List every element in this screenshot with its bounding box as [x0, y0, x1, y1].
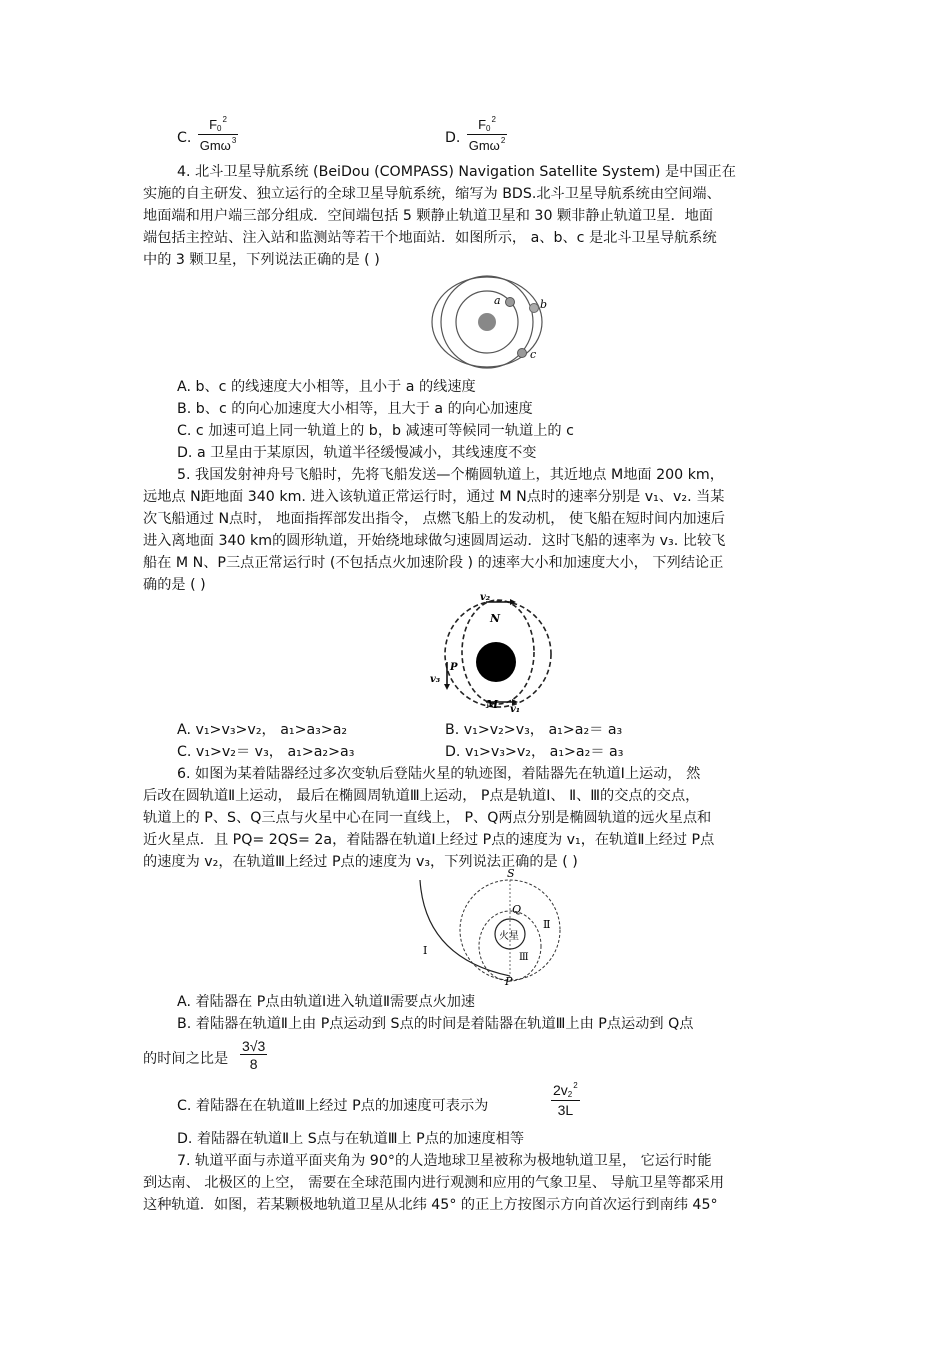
q6-option-b: B. 着陆器在轨道Ⅱ上由 P点运动到 S点的时间是着陆器在轨道Ⅲ上由 P点运动到 Q点: [177, 1016, 694, 1032]
q6-line-5: 的速度为 v₂，在轨道Ⅲ上经过 P点的速度为 v₃，下列说法正确的是 ( ): [143, 854, 578, 870]
q7-line-3: 这种轨道．如图，若某颗极地轨道卫星从北纬 45° 的正上方按图示方向首次运行到南纬 45°: [143, 1197, 718, 1213]
q4-line-1: 4. 北斗卫星导航系统 (BeiDou (COMPASS) Navigation Satellite System) 是中国正在: [177, 164, 736, 180]
q6-line-3: 轨道上的 P、S、Q三点与火星中心在同一直线上， P、Q两点分别是椭圆轨道的远火星点和: [143, 810, 712, 826]
q4-line-3: 地面端和用户端三部分组成．空间端包括 5 颗静止轨道卫星和 30 颗非静止轨道卫星．地面: [143, 208, 714, 224]
q5-line-1: 5. 我国发射神舟号飞船时，先将飞船发送—个椭圆轨道上，其近地点 M地面 200 km，: [177, 467, 724, 483]
label-Q: Q: [512, 903, 522, 916]
q5-option-b: B. v₁>v₂>v₃， a₁>a₂＝ a₃: [445, 722, 623, 738]
q4-option-d: D. a 卫星由于某原因，轨道半径缓慢减小，其线速度不变: [177, 445, 537, 461]
label-v3: v₃: [430, 674, 441, 685]
label-S: S: [507, 867, 515, 880]
label-v2: v₂: [480, 592, 491, 603]
satellite-c: [518, 349, 527, 358]
q6-line-2: 后改在圆轨道Ⅱ上运动， 最后在椭圆周轨道Ⅲ上运动， P点是轨道Ⅰ、 Ⅱ、Ⅲ的交点的交点，: [143, 788, 700, 804]
label-P: P: [450, 662, 458, 673]
q5-option-d: D. v₁>v₃>v₂， a₁>a₂＝ a₃: [445, 744, 624, 760]
q6-option-b-fraction: $\frac{3√3}{8}$: [242, 1038, 266, 1072]
satellite-b: [530, 304, 539, 313]
q7-line-1: 7. 轨道平面与赤道平面夹角为 90°的人造地球卫星被称为极地轨道卫星， 它运行时能: [177, 1153, 712, 1169]
label-b: b: [540, 298, 548, 311]
spacecraft-orbit-figure: [430, 592, 558, 715]
q4-line-5: 中的 3 颗卫星，下列说法正确的是 ( ): [143, 252, 380, 268]
label-orbit-III: Ⅲ: [519, 952, 529, 963]
label-v1: v₁: [510, 704, 521, 715]
q7-line-2: 到达南、 北极区的上空， 需要在全球范围内进行观测和应用的气象卫星、 导航卫星等都采用: [143, 1175, 725, 1191]
option-c-fraction: $F_0^2$ Gmω$^3$: [199, 115, 237, 153]
label-c: c: [530, 348, 537, 361]
q5-line-5: 船在 M N、P三点正常运行时 (不包括点火加速阶段 ) 的速率大小和加速度大小， 下列结论正: [143, 555, 724, 571]
option-d-label: D.: [445, 130, 461, 146]
option-c-label: C.: [177, 130, 192, 146]
q5-line-3: 次飞船通过 N点时， 地面指挥部发出指令， 点燃飞船上的发动机， 使飞船在短时间内加速后: [143, 511, 725, 527]
label-mars: 火星: [499, 931, 519, 942]
q6-option-b-cont: 的时间之比是: [143, 1051, 229, 1067]
q5-line-2: 远地点 N距地面 340 km. 进入该轨道正常运行时，通过 M N点时的速率分别是 v₁、v₂. 当某: [143, 489, 725, 505]
mars-landing-figure: [415, 868, 565, 988]
q6-line-1: 6. 如图为某着陆器经过多次变轨后登陆火星的轨迹图，着陆器先在轨道Ⅰ上运动， 然: [177, 766, 701, 782]
q4-option-a: A. b、c 的线速度大小相等，且小于 a 的线速度: [177, 379, 476, 395]
q6-option-a: A. 着陆器在 P点由轨道Ⅰ进入轨道Ⅱ需要点火加速: [177, 994, 476, 1010]
earth: [478, 313, 496, 331]
q5-line-6: 确的是 ( ): [143, 577, 206, 593]
option-d-fraction: $F_0^2$ Gmω$^2$: [468, 115, 506, 153]
q4-line-4: 端包括主控站、注入站和监测站等若干个地面站．如图所示， a、b、c 是北斗卫星导航系统: [143, 230, 717, 246]
label-orbit-II: Ⅱ: [543, 918, 551, 931]
q5-option-c: C. v₁>v₂＝ v₃， a₁>a₂>a₃: [177, 744, 355, 760]
q5-option-a: A. v₁>v₃>v₂， a₁>a₃>a₂: [177, 722, 348, 738]
satellite-orbit-figure: [430, 272, 550, 372]
q6-option-c-fraction: $\frac{2v_2^2}{3L}$: [553, 1081, 578, 1118]
q4-line-2: 实施的自主研发、独立运行的全球卫星导航系统，缩写为 BDS.北斗卫星导航系统由空间端、: [143, 186, 721, 202]
q4-option-c: C. c 加速可追上同一轨道上的 b，b 减速可等候同一轨道上的 c: [177, 423, 574, 439]
label-orbit-I: Ⅰ: [423, 944, 428, 957]
earth-disc: [476, 642, 516, 682]
label-M: M: [486, 698, 499, 711]
label-P: P: [505, 975, 513, 988]
q5-line-4: 进入离地面 340 km的圆形轨道，开始绕地球做匀速圆周运动．这时飞船的速率为 v₃. 比较飞: [143, 533, 726, 549]
label-N: N: [490, 612, 501, 625]
q4-option-b: B. b、c 的向心加速度大小相等，且大于 a 的向心加速度: [177, 401, 533, 417]
satellite-a: [506, 298, 515, 307]
q6-option-c: C. 着陆器在在轨道Ⅲ上经过 P点的加速度可表示为: [177, 1098, 489, 1114]
label-a: a: [494, 294, 501, 307]
q6-line-4: 近火星点．且 PQ= 2QS= 2a，着陆器在轨道Ⅰ上经过 P点的速度为 v₁，在轨道Ⅱ上经过 P点: [143, 832, 715, 848]
q6-option-d: D. 着陆器在轨道Ⅱ上 S点与在轨道Ⅲ上 P点的加速度相等: [177, 1131, 525, 1147]
